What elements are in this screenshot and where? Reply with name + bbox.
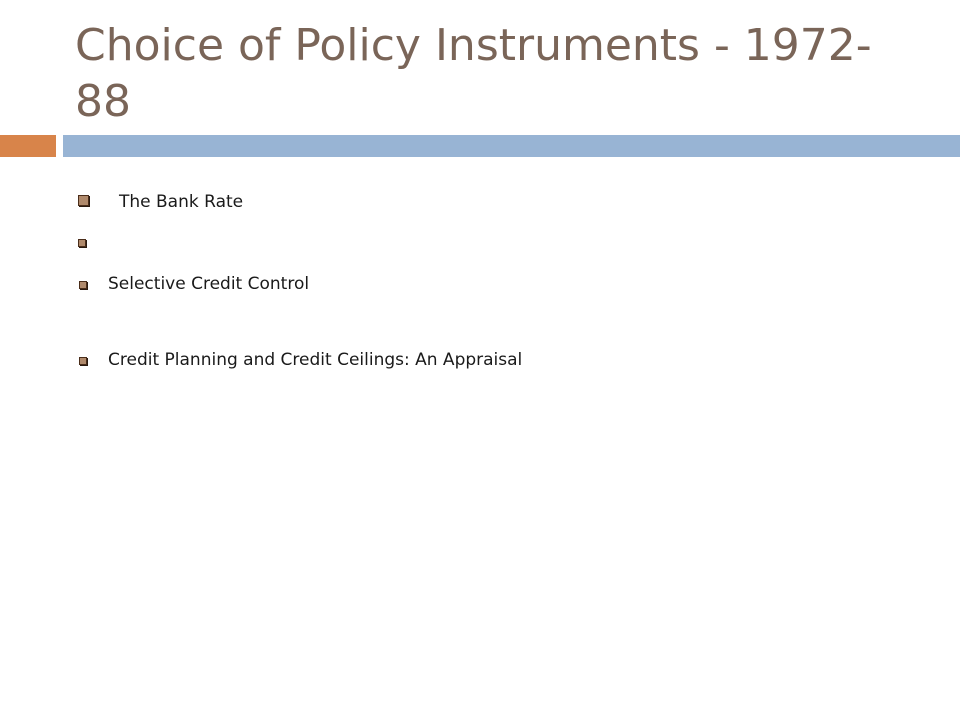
square-bullet-icon [78,195,89,206]
slide-title: Choice of Policy Instruments - 1972-88 [75,20,872,127]
bullet-text: The Bank Rate [119,192,244,212]
title-accent-bar [0,135,56,157]
square-bullet-icon [79,357,87,365]
bullet-text: Credit Planning and Credit Ceilings: An Appraisal [108,350,523,370]
square-bullet-icon [79,281,87,289]
bullet-text: Selective Credit Control [108,274,310,294]
square-bullet-icon [78,239,86,247]
title-rule-bar [63,135,960,157]
